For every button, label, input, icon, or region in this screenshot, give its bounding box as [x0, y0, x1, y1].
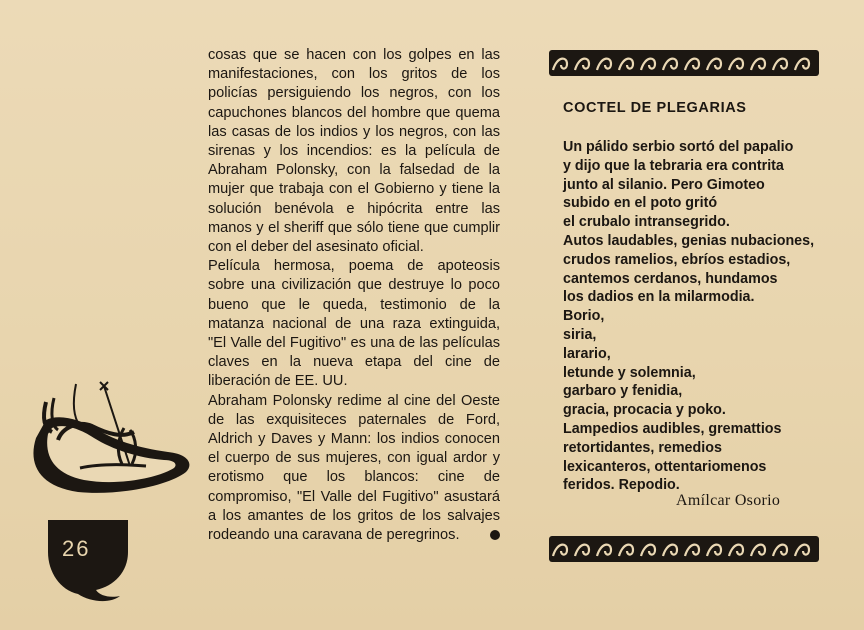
page-number: 26 [62, 536, 91, 561]
poem-line: larario, [563, 345, 611, 362]
poem-line: subido en el poto gritó [563, 195, 718, 212]
poem-line: y dijo que la tebraria era contrita [563, 157, 784, 174]
article-paragraph-2: Película hermosa, poema de apoteosis sobre una civilización que destruye lo poco bueno que le queda, testimonio de la matanza nacional de una raza extinguida, "El Valle del Fugitivo" es una de las películas claves en la nueva etapa del cine de liberación de EE. UU. [208, 258, 500, 390]
poem-line: garbaro y fenidia, [563, 383, 683, 400]
poem-line: siria, [563, 326, 597, 343]
article-paragraph-3-text: Abraham Polonsky redime al cine del Oeste de las exquisiteces paternales de Ford, Aldrich y Daves y Mann: los indios conocen el cuerpo de sus mujeres, con igual ardor y erotismo que los blancos: cine de compromiso, "El Valle del Fugitivo" asustará a los amantes de los gritos de los salvajes rodeando una caravana de peregrinos. [208, 392, 500, 544]
poem-line: gracia, procacia y poko. [563, 402, 726, 419]
poem-line: letunde y solemnia, [563, 364, 696, 381]
bottom-ornamental-border [549, 536, 819, 562]
poem-line: crudos ramelios, ebríos estadios, [563, 251, 791, 268]
top-ornamental-border [549, 50, 819, 76]
poem-title: COCTEL DE PLEGARIAS [563, 100, 747, 116]
poem-line: Un pálido serbio sortó del papalio [563, 139, 794, 155]
poem-body [563, 138, 823, 495]
poem-line: lexicanteros, ottentariomenos [563, 458, 767, 475]
poem-line: los dadios en la milarmodia. [563, 289, 755, 306]
poem-line: Borio, [563, 308, 605, 325]
poem-line: Autos laudables, genias nubaciones, [563, 232, 815, 249]
poem-line: junto al silanio. Pero Gimoteo [563, 176, 765, 193]
poem-line: Lampedios audibles, gremattios [563, 420, 782, 437]
poem-author: Amílcar Osorio [676, 492, 781, 509]
article-column [208, 46, 500, 545]
sandal-illustration [18, 368, 198, 498]
poem-line: cantemos cerdanos, hundamos [563, 270, 778, 287]
end-mark [490, 530, 500, 540]
article-paragraph-1: cosas que se hacen con los golpes en las manifestaciones, con los gritos de los policías persiguiendo los negros, con los capuchones blancos del hombre que quema las casas de los indios y los negros, con las sirenas y los incendios: es la película de Abraham Polonsky, con la falsedad de la mujer que trabaja con el Gobierno y tiene la solución benévola e hipócrita entre las manos y el sheriff que sólo tiene que cumplir con el deber del asesinato oficial. [208, 47, 500, 256]
article-paragraph-3 [208, 392, 500, 546]
poem-line: el crubalo intransegrido. [563, 214, 730, 231]
poem-line: feridos. Repodio. [563, 477, 680, 494]
poem-line: retortidantes, remedios [563, 439, 722, 456]
